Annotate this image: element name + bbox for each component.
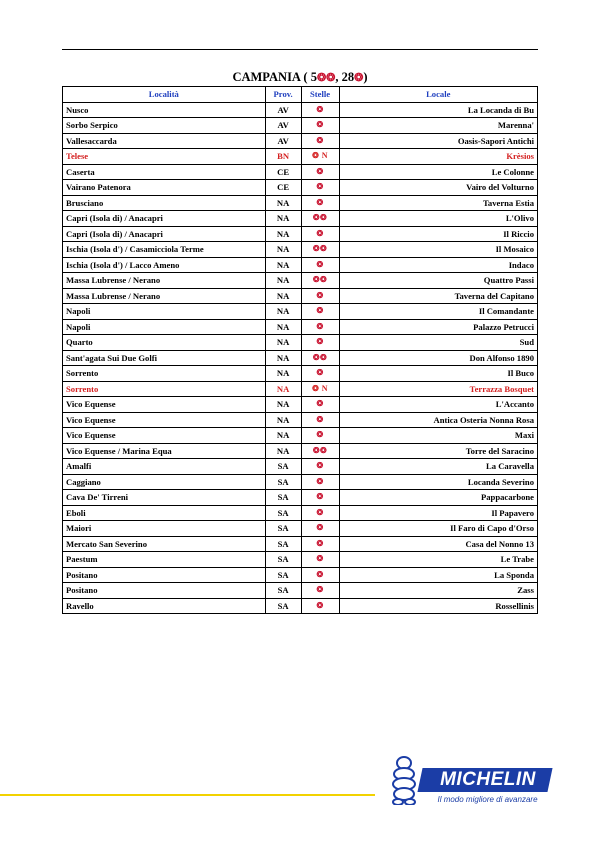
restaurant-cell: Pappacarbone — [339, 490, 537, 506]
locality-cell: Massa Lubrense / Nerano — [63, 288, 266, 304]
stars-cell: ❂ — [301, 412, 339, 428]
table-row — [63, 490, 538, 506]
stars-cell: ❂ — [301, 226, 339, 242]
province-cell: SA — [265, 536, 301, 552]
stars-cell: ❂ — [301, 118, 339, 134]
locality-cell: Capri (Isola di) / Anacapri — [63, 226, 266, 242]
stars-cell: ❂ — [301, 567, 339, 583]
locality-cell: Amalfi — [63, 459, 266, 475]
stars-cell: ❂ — [301, 536, 339, 552]
bibendum-icon — [390, 755, 418, 805]
table-row — [63, 598, 538, 614]
restaurant-cell: Il Buco — [339, 366, 537, 382]
locality-cell: Napoli — [63, 304, 266, 320]
locality-cell: Ischia (Isola d') / Lacco Ameno — [63, 257, 266, 273]
province-cell: AV — [265, 102, 301, 118]
stars-cell: ❂❂ — [301, 350, 339, 366]
province-cell: SA — [265, 490, 301, 506]
province-cell: NA — [265, 288, 301, 304]
locality-cell: Ischia (Isola d') / Casamicciola Terme — [63, 242, 266, 258]
locality-cell: Vico Equense — [63, 412, 266, 428]
table-row — [63, 583, 538, 599]
stars-cell: ❂ — [301, 288, 339, 304]
stars-cell: ❂ — [301, 505, 339, 521]
stars-cell: ❂ — [301, 490, 339, 506]
table-row — [63, 180, 538, 196]
restaurant-cell: Il Comandante — [339, 304, 537, 320]
stars-cell: ❂ — [301, 474, 339, 490]
province-cell: NA — [265, 242, 301, 258]
restaurant-cell: Palazzo Petrucci — [339, 319, 537, 335]
stars-cell: ❂ — [301, 428, 339, 444]
restaurant-cell: Il Mosaico — [339, 242, 537, 258]
province-cell: NA — [265, 211, 301, 227]
title-open: ( 5 — [300, 70, 317, 84]
stars-cell: ❂ — [301, 552, 339, 568]
table-row — [63, 335, 538, 351]
brand-name: MICHELIN — [440, 769, 536, 790]
table-row — [63, 149, 538, 165]
province-cell: AV — [265, 118, 301, 134]
restaurant-cell: Rossellinis — [339, 598, 537, 614]
table-row — [63, 288, 538, 304]
stars-cell: ❂ — [301, 133, 339, 149]
province-cell: SA — [265, 474, 301, 490]
restaurant-cell: Zass — [339, 583, 537, 599]
table-row — [63, 133, 538, 149]
michelin-logo — [390, 755, 555, 813]
stars-cell: ❂❂ — [301, 211, 339, 227]
locality-cell: Vallesaccarda — [63, 133, 266, 149]
one-star-icon: ❂ — [354, 72, 364, 84]
table-row — [63, 118, 538, 134]
locality-cell: Vico Equense / Marina Equa — [63, 443, 266, 459]
table-row — [63, 102, 538, 118]
province-cell: NA — [265, 335, 301, 351]
title-sep: , 28 — [335, 70, 355, 84]
province-cell: SA — [265, 598, 301, 614]
province-cell: SA — [265, 459, 301, 475]
stars-cell: ❂ — [301, 583, 339, 599]
restaurant-cell: L'Accanto — [339, 397, 537, 413]
table-row — [63, 319, 538, 335]
table-row — [63, 366, 538, 382]
restaurant-cell: Casa del Nonno 13 — [339, 536, 537, 552]
restaurant-cell: Taverna del Capitano — [339, 288, 537, 304]
stars-cell: ❂ — [301, 598, 339, 614]
table-row — [63, 536, 538, 552]
province-cell: CE — [265, 164, 301, 180]
stars-cell: ❂ N — [301, 149, 339, 165]
stars-cell: ❂ — [301, 195, 339, 211]
locality-cell: Brusciano — [63, 195, 266, 211]
table-row — [63, 552, 538, 568]
stars-cell: ❂ — [301, 180, 339, 196]
restaurant-cell: Antica Osteria Nonna Rosa — [339, 412, 537, 428]
locality-cell: Sorrento — [63, 366, 266, 382]
table-row — [63, 195, 538, 211]
locality-cell: Sorrento — [63, 381, 266, 397]
province-cell: AV — [265, 133, 301, 149]
table-row — [63, 397, 538, 413]
locality-cell: Ravello — [63, 598, 266, 614]
locality-cell: Nusco — [63, 102, 266, 118]
restaurant-cell: Krèsios — [339, 149, 537, 165]
province-cell: SA — [265, 583, 301, 599]
locality-cell: Quarto — [63, 335, 266, 351]
table-row — [63, 428, 538, 444]
table-row — [63, 226, 538, 242]
restaurant-cell: Quattro Passi — [339, 273, 537, 289]
restaurant-cell: Vairo del Volturno — [339, 180, 537, 196]
header-locality: Località — [63, 87, 266, 103]
table-row — [63, 474, 538, 490]
province-cell: CE — [265, 180, 301, 196]
province-cell: NA — [265, 273, 301, 289]
locality-cell: Capri (Isola di) / Anacapri — [63, 211, 266, 227]
table-row — [63, 242, 538, 258]
header-province: Prov. — [265, 87, 301, 103]
restaurant-cell: Il Papavero — [339, 505, 537, 521]
stars-cell: ❂ — [301, 304, 339, 320]
stars-cell: ❂❂ — [301, 443, 339, 459]
table-row — [63, 459, 538, 475]
province-cell: BN — [265, 149, 301, 165]
province-cell: NA — [265, 226, 301, 242]
table-row — [63, 304, 538, 320]
province-cell: SA — [265, 521, 301, 537]
table-row — [63, 211, 538, 227]
stars-cell: ❂ — [301, 164, 339, 180]
stars-cell: ❂❂ — [301, 273, 339, 289]
table-row — [63, 381, 538, 397]
restaurant-cell: Locanda Severino — [339, 474, 537, 490]
locality-cell: Vico Equense — [63, 428, 266, 444]
locality-cell: Massa Lubrense / Nerano — [63, 273, 266, 289]
province-cell: SA — [265, 505, 301, 521]
province-cell: NA — [265, 443, 301, 459]
top-rule — [62, 49, 538, 50]
locality-cell: Eboli — [63, 505, 266, 521]
province-cell: NA — [265, 397, 301, 413]
province-cell: NA — [265, 428, 301, 444]
stars-cell: ❂ — [301, 335, 339, 351]
restaurant-cell: La Sponda — [339, 567, 537, 583]
locality-cell: Vairano Patenora — [63, 180, 266, 196]
stars-cell: ❂ — [301, 366, 339, 382]
title-region: CAMPANIA — [232, 70, 301, 84]
province-cell: NA — [265, 304, 301, 320]
locality-cell: Paestum — [63, 552, 266, 568]
restaurant-table — [62, 86, 538, 614]
province-cell: NA — [265, 366, 301, 382]
table-row — [63, 521, 538, 537]
locality-cell: Positano — [63, 583, 266, 599]
stars-cell: ❂❂ — [301, 242, 339, 258]
table-row — [63, 257, 538, 273]
table-row — [63, 505, 538, 521]
restaurant-cell: Indaco — [339, 257, 537, 273]
stars-cell: ❂ — [301, 319, 339, 335]
restaurant-cell: L'Olivo — [339, 211, 537, 227]
title-close: ) — [363, 70, 368, 84]
page-title — [62, 70, 538, 85]
locality-cell: Cava De' Tirreni — [63, 490, 266, 506]
footer-rule — [0, 794, 375, 796]
restaurant-cell: Taverna Estia — [339, 195, 537, 211]
table-row — [63, 273, 538, 289]
two-star-icon: ❂❂ — [316, 72, 336, 84]
restaurant-cell: Le Trabe — [339, 552, 537, 568]
restaurant-cell: Le Colonne — [339, 164, 537, 180]
province-cell: NA — [265, 412, 301, 428]
locality-cell: Mercato San Severino — [63, 536, 266, 552]
province-cell: SA — [265, 552, 301, 568]
locality-cell: Telese — [63, 149, 266, 165]
locality-cell: Caggiano — [63, 474, 266, 490]
restaurant-cell: La Locanda di Bu — [339, 102, 537, 118]
table-row — [63, 443, 538, 459]
province-cell: NA — [265, 350, 301, 366]
province-cell: NA — [265, 381, 301, 397]
stars-cell: ❂ N — [301, 381, 339, 397]
stars-cell: ❂ — [301, 521, 339, 537]
locality-cell: Vico Equense — [63, 397, 266, 413]
locality-cell: Napoli — [63, 319, 266, 335]
restaurant-cell: Il Riccio — [339, 226, 537, 242]
table-row — [63, 567, 538, 583]
header-restaurant: Locale — [339, 87, 537, 103]
table-row — [63, 164, 538, 180]
brand-tagline: Il modo migliore di avanzare — [437, 795, 538, 804]
locality-cell: Caserta — [63, 164, 266, 180]
stars-cell: ❂ — [301, 397, 339, 413]
stars-cell: ❂ — [301, 459, 339, 475]
table-row — [63, 412, 538, 428]
stars-cell: ❂ — [301, 257, 339, 273]
locality-cell: Positano — [63, 567, 266, 583]
province-cell: NA — [265, 257, 301, 273]
locality-cell: Maiori — [63, 521, 266, 537]
province-cell: SA — [265, 567, 301, 583]
province-cell: NA — [265, 319, 301, 335]
province-cell: NA — [265, 195, 301, 211]
table-header-row — [63, 87, 538, 103]
restaurant-cell: Il Faro di Capo d'Orso — [339, 521, 537, 537]
table-row — [63, 350, 538, 366]
header-stars: Stelle — [301, 87, 339, 103]
restaurant-cell: Terrazza Bosquet — [339, 381, 537, 397]
restaurant-cell: Maxi — [339, 428, 537, 444]
restaurant-cell: Don Alfonso 1890 — [339, 350, 537, 366]
locality-cell: Sorbo Serpico — [63, 118, 266, 134]
restaurant-cell: Sud — [339, 335, 537, 351]
stars-cell: ❂ — [301, 102, 339, 118]
restaurant-cell: La Caravella — [339, 459, 537, 475]
restaurant-cell: Torre del Saracino — [339, 443, 537, 459]
restaurant-cell: Oasis-Sapori Antichi — [339, 133, 537, 149]
restaurant-cell: Marenna' — [339, 118, 537, 134]
locality-cell: Sant'agata Sui Due Golfi — [63, 350, 266, 366]
